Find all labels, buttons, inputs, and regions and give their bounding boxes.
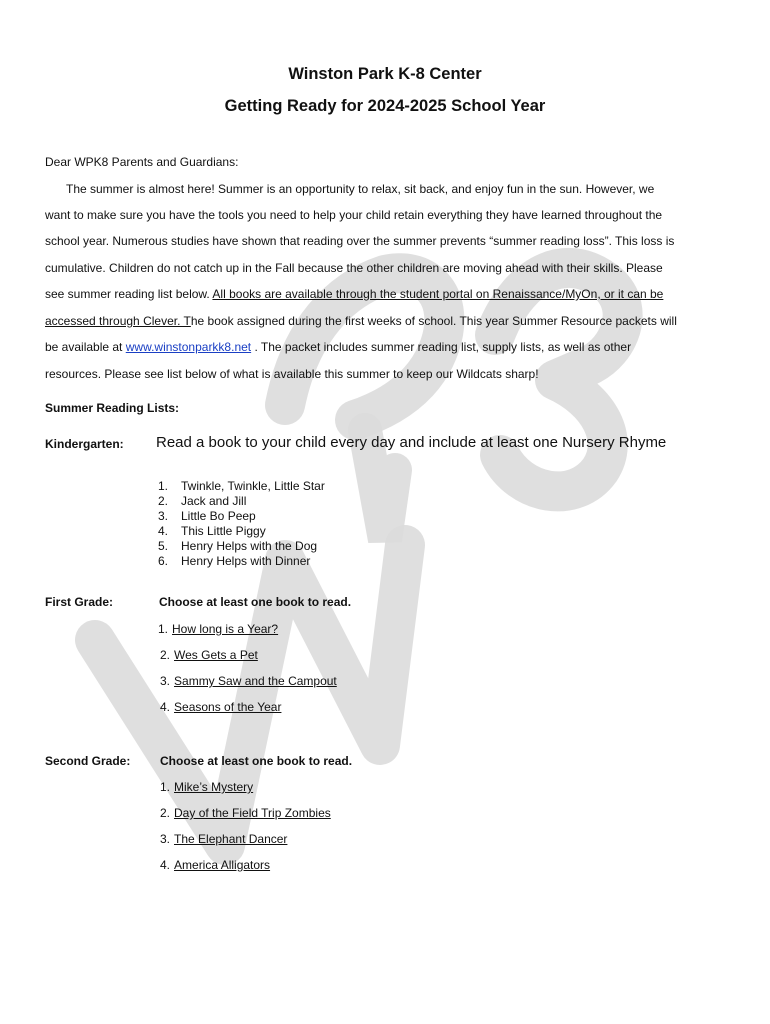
list-item: 3. Sammy Saw and the Campout	[160, 674, 337, 688]
second-grade-label: Second Grade:	[45, 754, 131, 768]
clever-access-note: accessed through Clever. T	[45, 314, 191, 328]
list-item: 3. The Elephant Dancer	[160, 832, 288, 846]
letter-text: . The packet includes summer reading list, supply lists, as well as other	[251, 340, 632, 354]
book-title: Mike’s Mystery	[174, 780, 254, 794]
list-item: 2. Wes Gets a Pet	[160, 648, 258, 662]
list-item: 1. How long is a Year?	[158, 622, 279, 636]
letter-line: school year. Numerous studies have shown that reading over the summer prevents “summer reading loss”. This loss is	[45, 234, 675, 248]
letter-line: want to make sure you have the tools you need to help your child retain everything they have learned throughout the	[45, 208, 663, 222]
letter-line: resources. Please see list below of what is available this summer to keep our Wildcats sharp!	[45, 367, 539, 381]
school-website-link[interactable]: www.winstonparkk8.net	[125, 340, 252, 354]
book-title: Day of the Field Trip Zombies	[174, 806, 331, 820]
list-item: 4. Seasons of the Year	[160, 700, 282, 714]
list-item: 6. Henry Helps with Dinner	[158, 554, 311, 568]
letter-line	[45, 314, 677, 328]
salutation: Dear WPK8 Parents and Guardians:	[45, 155, 239, 169]
school-name-title: Winston Park K-8 Center	[288, 65, 482, 83]
second-grade-instruction: Choose at least one book to read.	[160, 754, 353, 768]
book-title: How long is a Year?	[172, 622, 279, 636]
list-item: 3. Little Bo Peep	[158, 509, 256, 523]
letter-line: The summer is almost here! Summer is an opportunity to relax, sit back, and enjoy fun in the sun. However, we	[66, 182, 655, 196]
kindergarten-list	[158, 479, 325, 569]
letter-line	[45, 340, 631, 354]
book-title: America Alligators	[174, 858, 271, 872]
list-item: 5. Henry Helps with the Dog	[158, 539, 318, 553]
list-item: 4. America Alligators	[160, 858, 271, 872]
letter-text: see summer reading list below.	[45, 287, 213, 301]
letter-line	[45, 287, 663, 301]
list-item: 4. This Little Piggy	[158, 524, 266, 538]
book-title: Sammy Saw and the Campout	[174, 674, 337, 688]
letter-text: be available at	[45, 340, 126, 354]
portal-availability-note: All books are available through the student portal on Renaissance/MyOn, or it can be	[212, 287, 664, 301]
kindergarten-intro: Read a book to your child every day and include at least one Nursery Rhyme	[156, 434, 667, 451]
list-item: 2. Day of the Field Trip Zombies	[160, 806, 331, 820]
book-title: The Elephant Dancer	[174, 832, 288, 846]
letter-line: cumulative. Children do not catch up in the Fall because the other children are moving ahead with their skills. Please	[45, 261, 663, 275]
book-title: Wes Gets a Pet	[174, 648, 258, 662]
book-title: Seasons of the Year	[174, 700, 282, 714]
reading-lists-heading: Summer Reading Lists:	[45, 401, 180, 415]
document-title: Getting Ready for 2024-2025 School Year	[224, 97, 546, 115]
kindergarten-label: Kindergarten:	[45, 437, 124, 451]
first-grade-instruction: Choose at least one book to read.	[159, 595, 352, 609]
letter-text: he book assigned during the first weeks of school. This year Summer Resource packets will	[190, 314, 677, 328]
list-item: 1. Twinkle, Twinkle, Little Star	[158, 479, 325, 493]
list-item: 2. Jack and Jill	[158, 494, 247, 508]
first-grade-label: First Grade:	[45, 595, 114, 609]
list-item: 1. Mike’s Mystery	[160, 780, 254, 794]
